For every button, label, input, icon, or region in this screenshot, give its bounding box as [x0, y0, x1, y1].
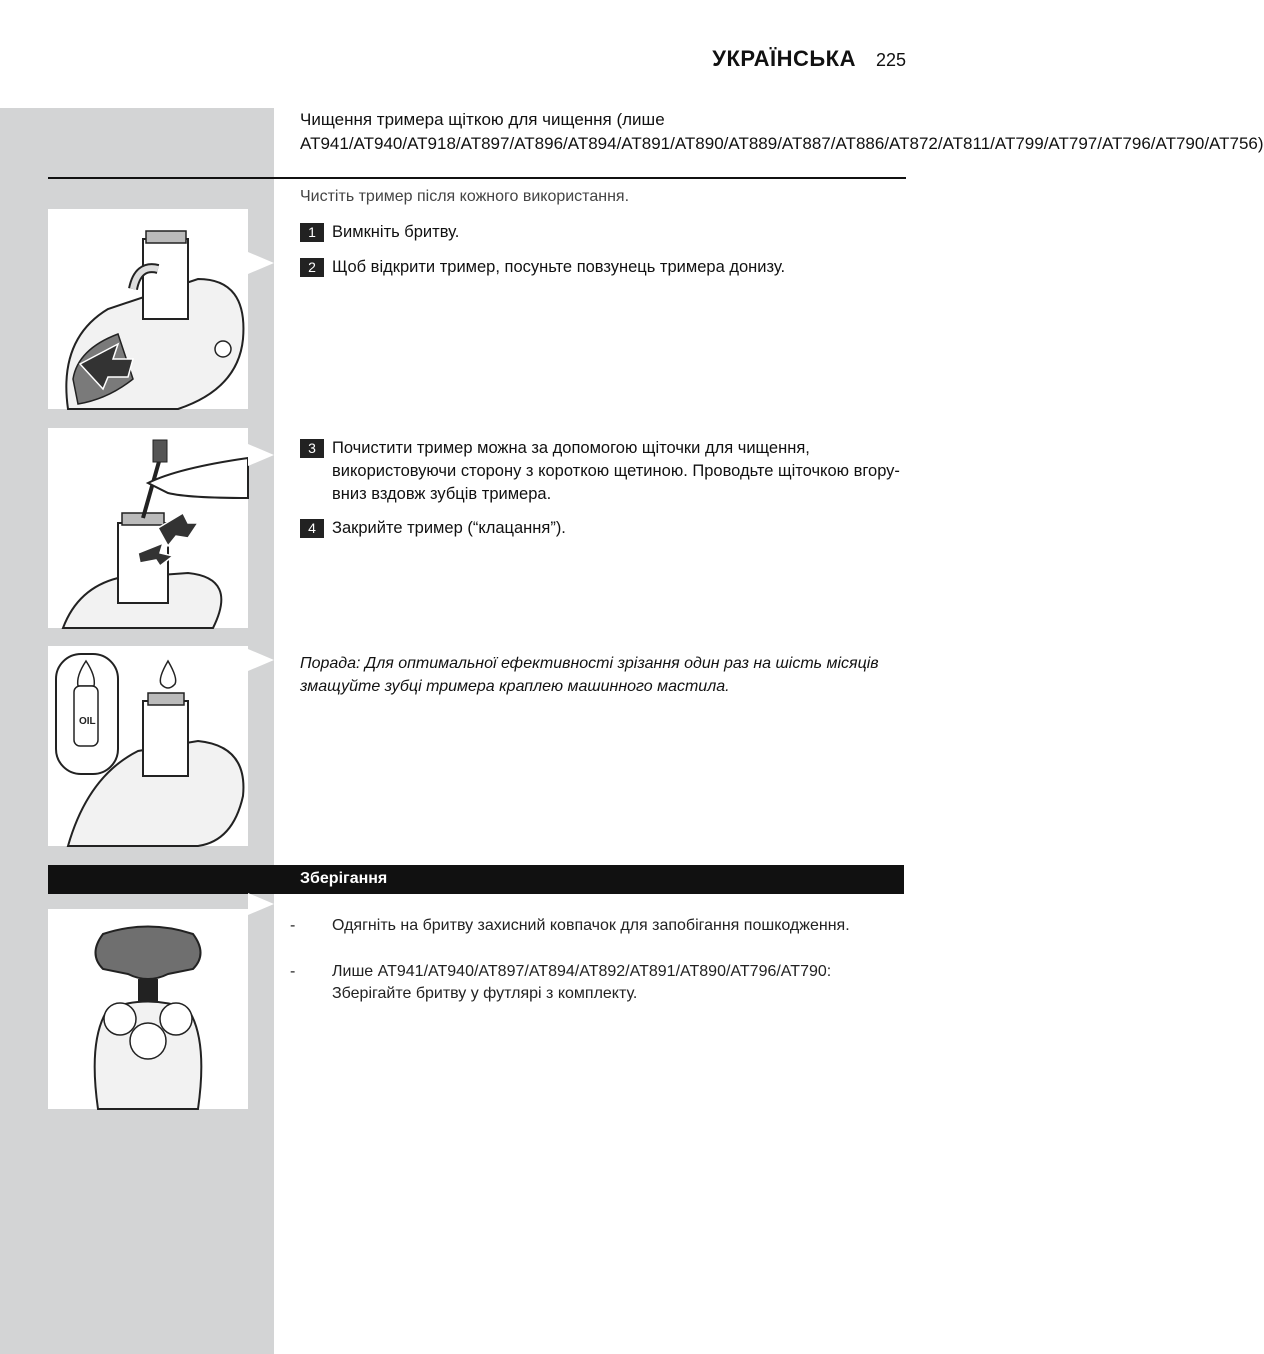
oil-bottle-icon — [48, 646, 248, 846]
step-text: Вимкніть бритву. — [332, 223, 460, 241]
brush-icon — [48, 428, 248, 628]
illustration-pointer — [248, 444, 274, 466]
page-number: 225 — [875, 50, 906, 70]
bullet-dash: - — [290, 963, 296, 980]
illustration-pointer — [248, 252, 274, 274]
step-3 — [300, 437, 900, 506]
language-header: УКРАЇНСЬКА — [712, 46, 856, 71]
intro-text: Чистіть тример після кожного використання. — [300, 188, 630, 205]
protection-cap-icon — [48, 909, 248, 1109]
bullet-dash: - — [290, 917, 296, 934]
step-number: 1 — [300, 223, 324, 242]
tip-text: Порада: Для оптимальної ефективності зрізання один раз на шість місяців змащуйте зубці тримера краплею машинного мастила. — [300, 655, 879, 695]
step-text: Почистити тример можна за допомогою щіточки для чищення, використовуючи сторону з короткою щетиною. Проводьте щіточкою вгору-вниз вздовж зубців тримера. — [332, 439, 900, 503]
section-title-cleaning: Чищення тримера щіткою для чищення (лише AT941/AT940/AT918/AT897/AT896/AT894/AT891/AT890/AT889/AT887/AT886/AT872/AT811/AT799/AT797/AT796/AT790/AT756) — [300, 110, 1264, 153]
step-number: 2 — [300, 258, 324, 277]
bullet-text: Лише AT941/AT940/AT897/AT894/AT892/AT891/AT890/AT796/AT790: Зберігайте бритву у футлярі з комплекту. — [332, 963, 832, 1002]
illustration-open-trimmer — [48, 209, 248, 409]
section-title-storage: Зберігання — [300, 870, 388, 887]
oil-label: OIL — [79, 716, 96, 727]
step-2 — [300, 256, 785, 279]
step-text: Щоб відкрити тример, посуньте повзунець тримера донизу. — [332, 258, 786, 276]
step-1 — [300, 221, 459, 244]
illustration-oil — [48, 646, 248, 846]
step-number: 3 — [300, 439, 324, 458]
illustration-brush-cleaning — [48, 428, 248, 628]
section-divider — [48, 177, 906, 179]
step-text: Закрийте тример (“клацання”). — [332, 519, 566, 537]
bullet-item — [290, 961, 890, 1005]
illustration-pointer — [248, 893, 274, 915]
bullet-item — [290, 915, 890, 937]
illustration-pointer — [248, 649, 274, 671]
bullet-text: Одягніть на бритву захисний ковпачок для запобігання пошкодження. — [332, 917, 850, 934]
illustration-protection-cap — [48, 909, 248, 1109]
step-number: 4 — [300, 519, 324, 538]
step-4 — [300, 517, 566, 540]
shaver-trimmer-icon — [48, 209, 248, 409]
section-header-storage — [48, 865, 904, 894]
